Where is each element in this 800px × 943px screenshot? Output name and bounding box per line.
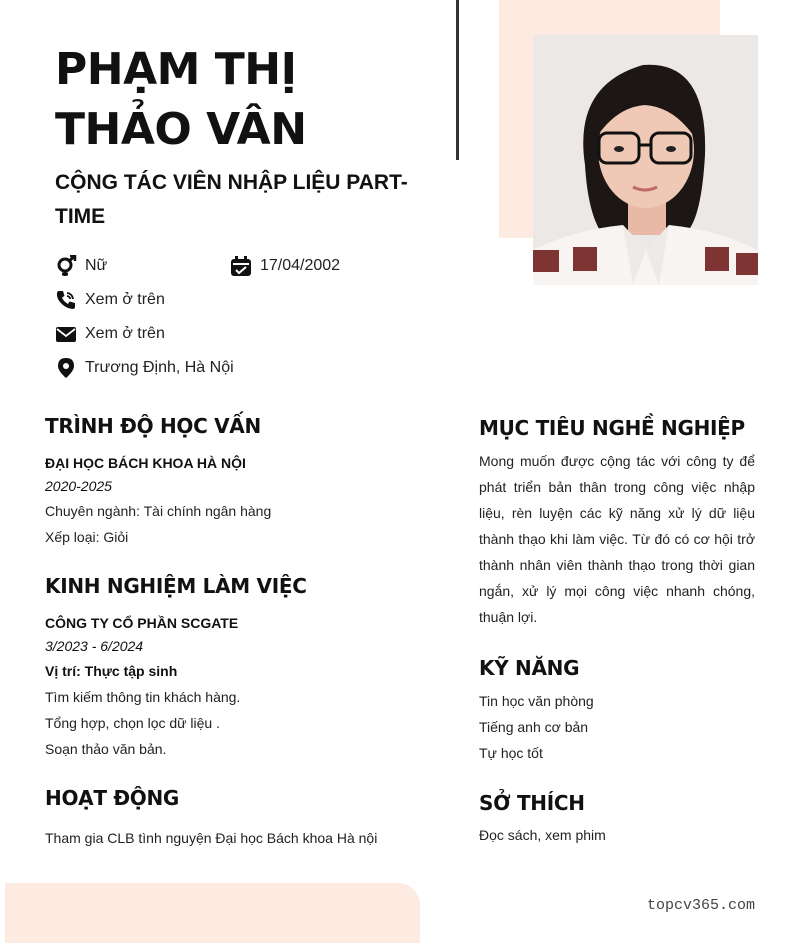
watermark: topcv365.com — [646, 897, 755, 914]
skill-item: Tiếng anh cơ bản — [479, 719, 589, 735]
skill-item: Tin học văn phòng — [479, 693, 594, 709]
address-value: Trương Định, Hà Nội — [85, 359, 234, 376]
map-pin-icon — [55, 357, 77, 379]
candidate-name: PHẠM THỊ THẢO VÂN — [55, 44, 307, 155]
phone-value: Xem ở trên — [85, 291, 165, 308]
email-value: Xem ở trên — [85, 325, 165, 342]
education-heading: TRÌNH ĐỘ HỌC VẤN — [45, 414, 261, 438]
job-title: CỘNG TÁC VIÊN NHẬP LIỆU PART-TIME — [55, 171, 408, 228]
dob-value: 17/04/2002 — [260, 257, 341, 274]
hobbies-text: Đọc sách, xem phim — [479, 827, 606, 843]
skills-heading: KỸ NĂNG — [479, 656, 580, 680]
education-grade: Xếp loại: Giỏi — [45, 529, 129, 545]
education-section — [45, 412, 445, 550]
profile-photo — [533, 35, 758, 285]
calendar-icon — [230, 255, 252, 277]
hobbies-section — [479, 789, 755, 848]
dob-row — [230, 253, 340, 279]
task-item: Tìm kiếm thông tin khách hàng. — [45, 689, 241, 705]
company-name: CÔNG TY CỔ PHẦN SCGATE — [45, 615, 239, 631]
school-name: ĐẠI HỌC BÁCH KHOA HÀ NỘI — [45, 455, 246, 471]
email-row — [55, 321, 165, 347]
activities-section — [45, 784, 445, 851]
objective-heading: MỤC TIÊU NGHỀ NGHIỆP — [479, 416, 745, 440]
hobbies-heading: SỞ THÍCH — [479, 791, 585, 815]
phone-row — [55, 287, 165, 313]
skill-item: Tự học tốt — [479, 745, 543, 761]
objective-text: Mong muốn được cộng tác với công ty để phát triển bản thân trong công việc nhập liệu, rèn luyện các kỹ năng xử lý dữ liệu thành thạo khi làm việc. Từ đó có cơ hội trở thành nhân viên thành thạo trong thời gian ngắn, xử lý mọi công việc nhanh chóng, thuận lợi. — [479, 453, 755, 625]
envelope-icon — [55, 323, 77, 345]
gender-icon — [55, 255, 77, 277]
skills-section — [479, 654, 755, 766]
footer-accent — [5, 883, 420, 943]
gender-row — [55, 253, 107, 279]
task-item: Tổng hợp, chọn lọc dữ liệu . — [45, 715, 220, 731]
phone-icon — [55, 289, 77, 311]
experience-section — [45, 572, 445, 762]
experience-position: Vị trí: Thực tập sinh — [45, 663, 178, 679]
education-period: 2020-2025 — [45, 478, 112, 494]
activity-item: Tham gia CLB tình nguyện Đại học Bách khoa Hà nội — [45, 830, 378, 846]
gender-value: Nữ — [85, 257, 108, 274]
task-item: Soạn thảo văn bản. — [45, 741, 167, 757]
experience-heading: KINH NGHIỆM LÀM VIỆC — [45, 574, 307, 598]
education-major: Chuyên ngành: Tài chính ngân hàng — [45, 503, 272, 519]
experience-period: 3/2023 - 6/2024 — [45, 638, 144, 654]
divider-line — [456, 0, 459, 160]
objective-section — [479, 414, 755, 630]
address-row — [55, 355, 234, 381]
activities-heading: HOẠT ĐỘNG — [45, 786, 180, 810]
